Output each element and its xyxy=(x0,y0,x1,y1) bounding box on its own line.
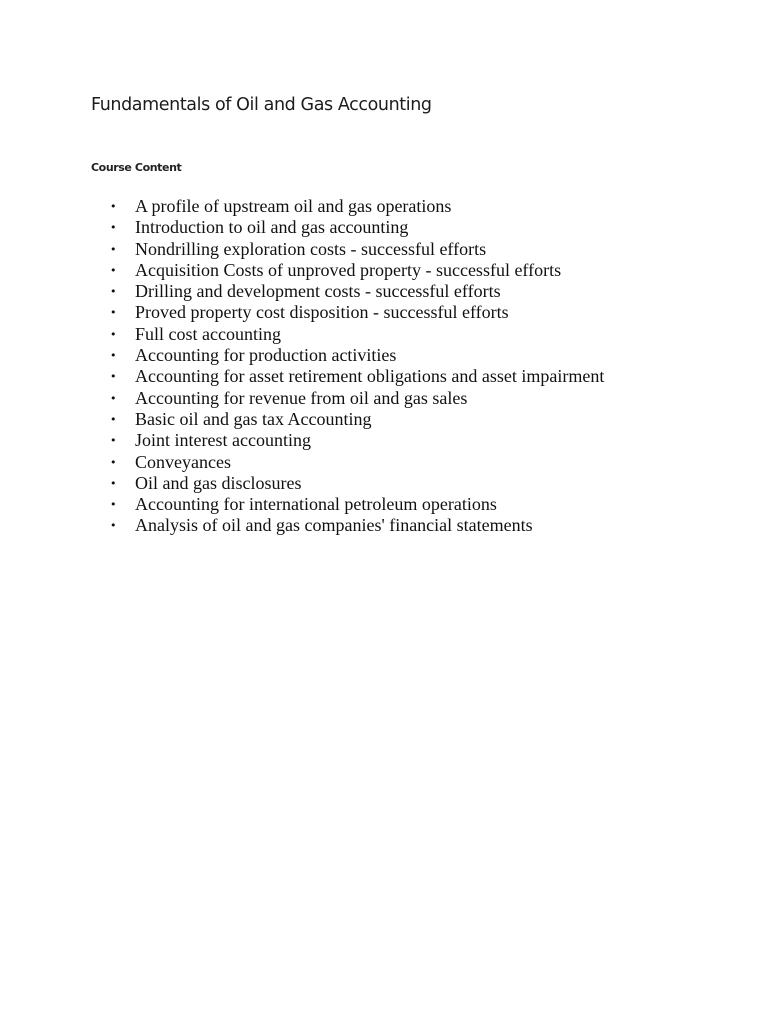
list-item xyxy=(108,302,604,323)
bullet-icon: • xyxy=(110,285,117,299)
list-item-text: Accounting for asset retirement obligations and asset impairment xyxy=(135,366,605,387)
list-item xyxy=(108,366,604,387)
list-item xyxy=(108,239,604,260)
list-item-text: Full cost accounting xyxy=(135,323,281,344)
list-item xyxy=(108,409,604,430)
list-item-text: Joint interest accounting xyxy=(135,430,311,451)
bullet-icon: • xyxy=(110,242,117,256)
page-title: Fundamentals of Oil and Gas Accounting xyxy=(91,95,432,115)
bullet-icon: • xyxy=(110,349,117,363)
list-item xyxy=(108,388,604,409)
bullet-icon: • xyxy=(110,519,117,533)
list-item-text: Accounting for production activities xyxy=(135,345,397,366)
bullet-icon: • xyxy=(110,221,117,235)
list-item xyxy=(108,452,604,473)
list-item xyxy=(108,324,604,345)
course-content-list xyxy=(108,196,604,537)
list-item-text: Analysis of oil and gas companies' financial statements xyxy=(135,515,533,536)
list-item xyxy=(108,515,604,536)
section-heading: Course Content xyxy=(91,161,182,174)
list-item xyxy=(108,494,604,515)
bullet-icon: • xyxy=(110,434,117,448)
list-item xyxy=(108,430,604,451)
bullet-icon: • xyxy=(110,200,117,213)
bullet-icon: • xyxy=(110,498,117,512)
list-item-text: Drilling and development costs - successful efforts xyxy=(135,281,501,302)
list-item-text: Proved property cost disposition - successful efforts xyxy=(135,302,509,323)
list-item-text: Conveyances xyxy=(135,451,231,472)
list-item-text: A profile of upstream oil and gas operations xyxy=(135,196,452,216)
list-item-text: Oil and gas disclosures xyxy=(135,472,302,493)
list-item xyxy=(108,260,604,281)
list-item-text: Accounting for revenue from oil and gas sales xyxy=(135,387,468,408)
bullet-icon: • xyxy=(110,412,117,426)
list-item xyxy=(108,217,604,238)
bullet-icon: • xyxy=(110,391,117,405)
list-item xyxy=(108,473,604,494)
bullet-icon: • xyxy=(110,370,117,384)
list-item-text: Accounting for international petroleum operations xyxy=(135,494,497,515)
bullet-icon: • xyxy=(110,306,117,320)
list-item-text: Acquisition Costs of unproved property - successful efforts xyxy=(135,259,562,280)
list-item-text: Introduction to oil and gas accounting xyxy=(135,217,409,238)
list-item xyxy=(108,196,604,217)
list-item-text: Basic oil and gas tax Accounting xyxy=(135,408,372,429)
bullet-icon: • xyxy=(110,263,117,277)
bullet-icon: • xyxy=(110,476,117,490)
list-item xyxy=(108,281,604,302)
list-item-text: Nondrilling exploration costs - successful efforts xyxy=(135,238,487,259)
bullet-icon: • xyxy=(110,455,117,469)
bullet-icon: • xyxy=(110,327,117,341)
list-item xyxy=(108,345,604,366)
